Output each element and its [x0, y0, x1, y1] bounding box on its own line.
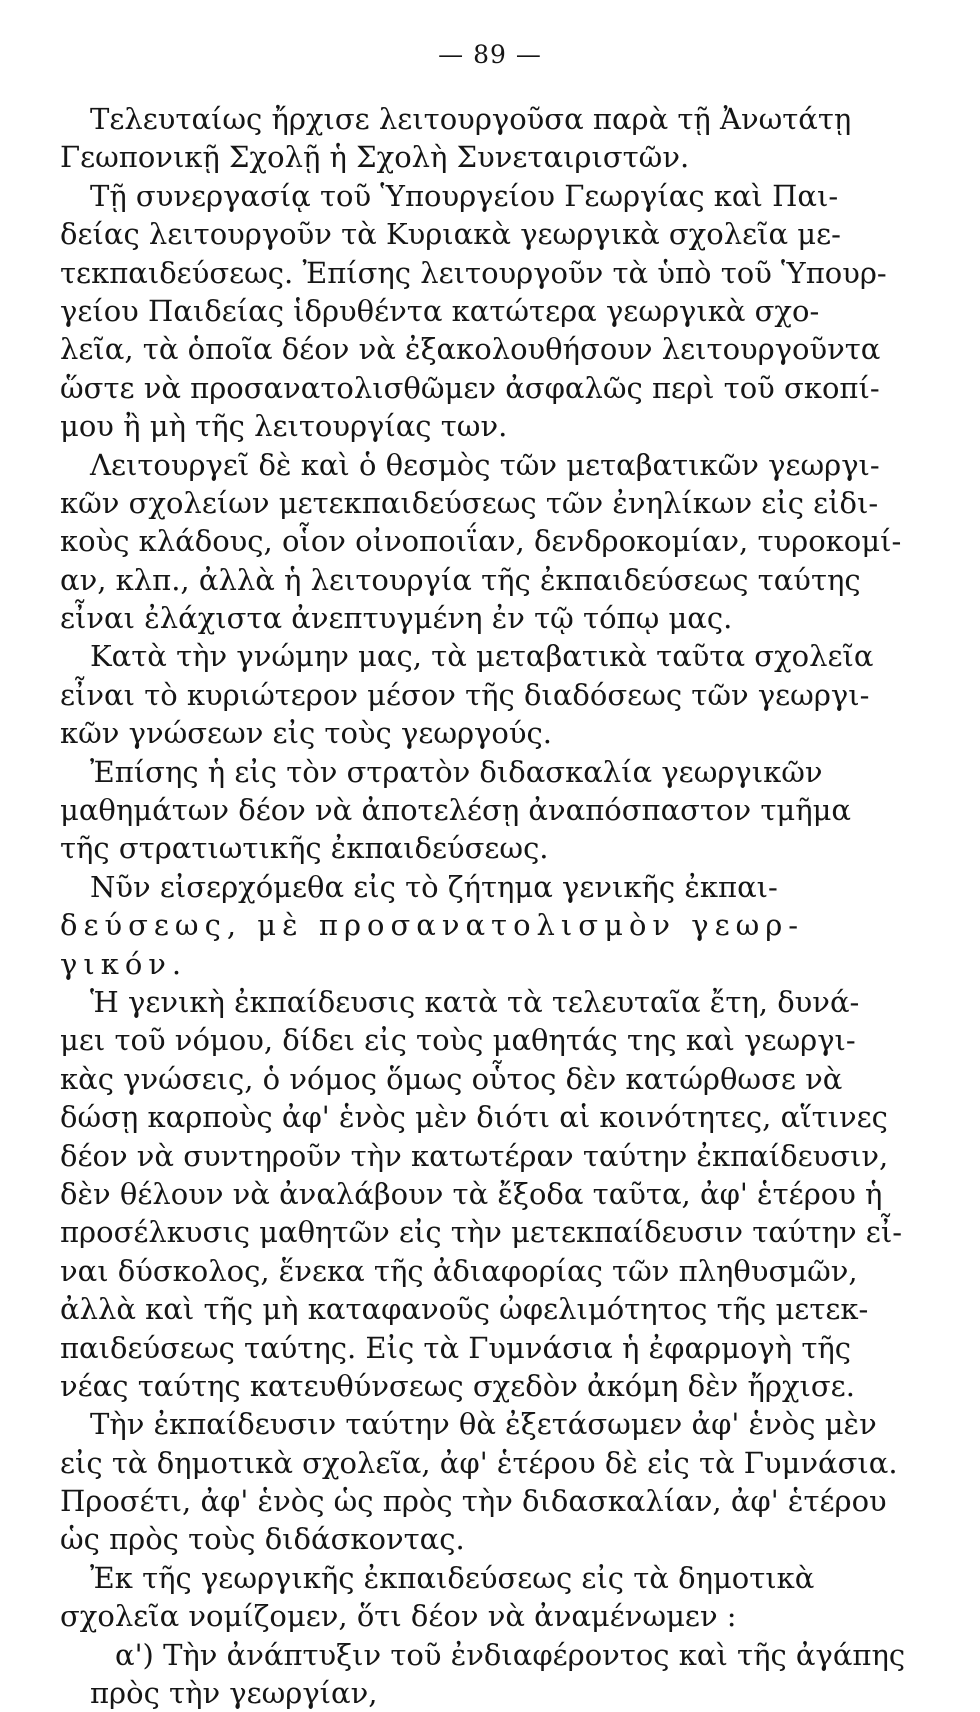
text-line: δέον νὰ συντηροῦν τὴν κατωτέραν ταύτην ἐκπαίδευσιν, [60, 1138, 889, 1173]
text-line: δὲν θέλουν νὰ ἀναλάβουν τὰ ἔξοδα ταῦτα, ἀφ' ἑτέρου ἡ [60, 1176, 883, 1211]
text-line: δεύσεως, μὲ προσανατολισμὸν γεωρ- [60, 908, 805, 943]
text-line: εἰς τὰ δημοτικὰ σχολεῖα, ἀφ' ἑτέρου δὲ εἰς τὰ Γυμνάσια. [60, 1445, 898, 1480]
text-line: προσέλκυσις μαθητῶν εἰς τὴν μετεκπαίδευσιν ταύτην εἶ- [60, 1215, 902, 1250]
text-line: Τὴν ἐκπαίδευσιν ταύτην θὰ ἐξετάσωμεν ἀφ' ἑνὸς μὲν [90, 1407, 877, 1442]
text-line: γικόν. [60, 946, 188, 981]
text-line: Γεωπονικῇ Σχολῇ ἡ Σχολὴ Συνεταιριστῶν. [60, 140, 690, 175]
text-line: ἀλλὰ καὶ τῆς μὴ καταφανοῦς ὠφελιμότητος τῆς μετεκ- [60, 1292, 869, 1327]
text-line: Λειτουργεῖ δὲ καὶ ὁ θεσμὸς τῶν μεταβατικῶν γεωργι- [90, 447, 880, 482]
text-line: Τελευταίως ἤρχισε λειτουργοῦσα παρὰ τῇ Ἀνωτάτῃ [90, 102, 852, 136]
text-line: α') Τὴν ἀνάπτυξιν τοῦ ἐνδιαφέροντος καὶ τῆς ἀγάπης [115, 1637, 906, 1672]
text-line: τεκπαιδεύσεως. Ἐπίσης λειτουργοῦν τὰ ὑπὸ τοῦ Ὑπουρ- [60, 255, 887, 290]
text-line: Προσέτι, ἀφ' ἑνὸς ὡς πρὸς τὴν διδασκαλίαν, ἀφ' ἑτέρου [60, 1484, 887, 1519]
text-line: Κατὰ τὴν γνώμην μας, τὰ μεταβατικὰ ταῦτα σχολεῖα [90, 639, 874, 674]
text-line: κῶν γνώσεων εἰς τοὺς γεωργούς. [60, 716, 552, 751]
text-line: Ἡ γενικὴ ἐκπαίδευσις κατὰ τὰ τελευταῖα ἔτη, δυνά- [90, 984, 860, 1019]
text-line: Ἐπίσης ἡ εἰς τὸν στρατὸν διδασκαλία γεωργικῶν [90, 754, 823, 789]
text-line: κοὺς κλάδους, οἷον οἰνοποιΐαν, δενδροκομίαν, τυροκομί- [60, 524, 902, 559]
text-line: Τῇ συνεργασίᾳ τοῦ Ὑπουργείου Γεωργίας καὶ Παι- [90, 178, 839, 213]
text-line: δώσῃ καρποὺς ἀφ' ἑνὸς μὲν διότι αἱ κοινότητες, αἵτινες [60, 1100, 888, 1135]
text-line: γείου Παιδείας ἱδρυθέντα κατώτερα γεωργικὰ σχο- [60, 293, 820, 328]
text-line: κὰς γνώσεις, ὁ νόμος ὅμως οὗτος δὲν κατώρθωσε νὰ [60, 1061, 843, 1096]
text-line: μαθημάτων δέον νὰ ἀποτελέσῃ ἀναπόσπαστον τμῆμα [60, 793, 852, 828]
text-line: εἶναι ἐλάχιστα ἀνεπτυγμένη ἐν τῷ τόπῳ μας. [60, 601, 733, 636]
text-line: μου ἢ μὴ τῆς λειτουργίας των. [60, 409, 508, 444]
text-line: κῶν σχολείων μετεκπαιδεύσεως τῶν ἐνηλίκων εἰς εἰδι- [60, 485, 879, 520]
text-line: λεῖα, τὰ ὁποῖα δέον νὰ ἐξακολουθήσουν λειτουργοῦντα [60, 332, 881, 367]
page-body [60, 100, 910, 1712]
text-line: μει τοῦ νόμου, δίδει εἰς τοὺς μαθητάς της καὶ γεωργι- [60, 1023, 856, 1058]
text-line: Νῦν εἰσερχόμεθα εἰς τὸ ζήτημα γενικῆς ἐκπαι- [90, 869, 778, 904]
text-line: εἶναι τὸ κυριώτερον μέσον τῆς διαδόσεως τῶν γεωργι- [60, 677, 870, 712]
page-number: — 89 — [438, 40, 542, 69]
text-line: παιδεύσεως ταύτης. Εἰς τὰ Γυμνάσια ἡ ἐφαρμογὴ τῆς [60, 1330, 852, 1365]
text-line: πρὸς τὴν γεωργίαν, [90, 1676, 378, 1711]
text-line: τῆς στρατιωτικῆς ἐκπαιδεύσεως. [60, 831, 549, 866]
text-line: σχολεῖα νομίζομεν, ὅτι δέον νὰ ἀναμένωμεν : [60, 1599, 737, 1634]
text-line: νέας ταύτης κατευθύνσεως σχεδὸν ἀκόμη δὲν ἤρχισε. [60, 1368, 855, 1403]
text-line: δείας λειτουργοῦν τὰ Κυριακὰ γεωργικὰ σχολεῖα με- [60, 217, 841, 252]
text-line: Ἐκ τῆς γεωργικῆς ἐκπαιδεύσεως εἰς τὰ δημοτικὰ [90, 1560, 815, 1595]
text-line: ὡς πρὸς τοὺς διδάσκοντας. [60, 1522, 465, 1557]
text-line: αν, κλπ., ἀλλὰ ἡ λειτουργία τῆς ἐκπαιδεύσεως ταύτης [60, 562, 861, 597]
text-line: ναι δύσκολος, ἕνεκα τῆς ἀδιαφορίας τῶν πληθυσμῶν, [60, 1253, 858, 1288]
text-line: ὥστε νὰ προσανατολισθῶμεν ἀσφαλῶς περὶ τοῦ σκοπί- [60, 370, 880, 405]
